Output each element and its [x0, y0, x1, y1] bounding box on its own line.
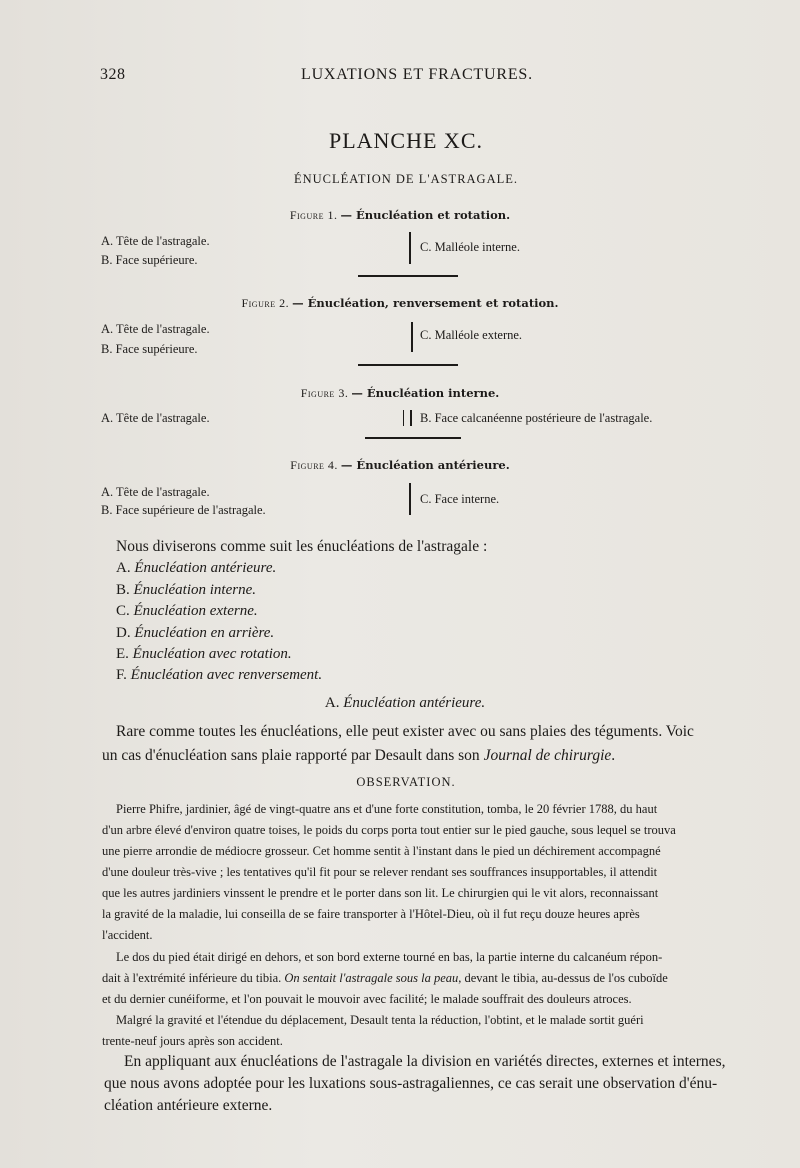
figure-1-heading	[0, 208, 800, 223]
page-header	[0, 66, 800, 90]
observation-line	[102, 971, 668, 986]
observation-heading: OBSERVATION.	[356, 775, 456, 789]
text-run: .	[611, 747, 616, 764]
separator-rule	[365, 437, 461, 439]
plate-title: PLANCHE XC.	[328, 128, 483, 153]
legend-divider	[409, 232, 411, 264]
paragraph-line: cléation antérieure externe.	[104, 1097, 273, 1114]
division-name: Énucléation externe.	[133, 603, 258, 619]
intro-sentence: Nous diviserons comme suit les énucléations de l'astragale :	[116, 538, 488, 555]
division-item	[116, 625, 274, 642]
observation-line: que les autres jardiniers vinssent le prendre et le porter dans son lit. Le chirurgien qui le vit alors, reconnaissant	[102, 886, 659, 900]
division-item	[116, 667, 322, 684]
italic-run: On sentait l'astragale sous la peau	[284, 971, 459, 985]
legend-divider	[410, 410, 412, 426]
observation-line: d'une douleur très-vive ; les tentatives qu'il fit pour se relever rendant ses souffrances insupportables, il attendit	[102, 865, 658, 879]
legend-item: B. Face supérieure.	[101, 342, 198, 356]
division-letter: C.	[116, 603, 130, 619]
plate-subtitle: ÉNUCLÉATION DE L'ASTRAGALE.	[293, 172, 519, 186]
text-run: dait à l'extrémité inférieure du tibia.	[102, 971, 285, 985]
observation-line: une pierre arrondie de médiocre grosseur. Cet homme sentit à l'instant dans le pied un déchirement accompagné	[102, 844, 661, 858]
division-item	[116, 646, 292, 663]
paragraph-line: En appliquant aux énucléations de l'astragale la division en variétés directes, externes et internes,	[124, 1053, 726, 1070]
legend-item: B. Face supérieure.	[101, 253, 198, 267]
figure-title: — Énucléation interne.	[351, 386, 500, 400]
division-item	[116, 560, 276, 577]
division-item	[116, 603, 258, 620]
division-name: Énucléation en arrière.	[134, 625, 275, 641]
division-letter: D.	[116, 625, 131, 641]
text-run: un cas d'énucléation sans plaie rapporté par Desault dans son	[102, 747, 484, 764]
observation-line: Malgré la gravité et l'étendue du déplacement, Desault tenta la réduction, l'obtint, et le malade sortit guéri	[116, 1013, 644, 1027]
journal-title: Journal de chirurgie	[483, 747, 612, 764]
legend-item: B. Face supérieure de l'astragale.	[101, 503, 266, 517]
text-run: , devant le tibia, au-dessus de l'os cuboïde	[458, 971, 668, 985]
division-letter: F.	[116, 667, 127, 683]
legend-item: C. Face interne.	[420, 492, 500, 506]
observation-line: l'accident.	[102, 928, 153, 942]
figure-number: Figure 3.	[300, 386, 349, 400]
legend-item: A. Tête de l'astragale.	[101, 322, 210, 336]
legend-divider	[411, 322, 413, 352]
running-title: LUXATIONS ET FRACTURES.	[301, 66, 533, 83]
division-name: Énucléation avec rotation.	[132, 646, 292, 662]
figure-3-heading	[0, 386, 800, 401]
division-name: Énucléation interne.	[133, 582, 256, 598]
division-letter: E.	[116, 646, 129, 662]
figure-title: — Énucléation et rotation.	[340, 208, 511, 222]
paragraph-line	[102, 747, 615, 765]
legend-item: A. Tête de l'astragale.	[101, 485, 210, 499]
legend-divider	[403, 410, 404, 426]
observation-line: Le dos du pied était dirigé en dehors, et son bord externe tourné en bas, la partie interne du calcanéum répon-	[116, 950, 663, 964]
figure-4-heading	[0, 458, 800, 473]
legend-item: B. Face calcanéenne postérieure de l'astragale.	[420, 411, 653, 425]
division-name: Énucléation avec renversement.	[130, 667, 323, 683]
paragraph-line: que nous avons adoptée pour les luxations sous-astragaliennes, ce cas serait une observation d'énu-	[104, 1075, 718, 1092]
figure-number: Figure 1.	[289, 208, 338, 222]
section-letter: A.	[324, 695, 340, 711]
legend-divider	[409, 483, 411, 515]
division-letter: A.	[116, 560, 131, 576]
figure-number: Figure 2.	[241, 296, 290, 310]
observation-line: la gravité de la maladie, lui conseilla de se faire transporter à l'Hôtel-Dieu, où il fut reçu douze heures après	[102, 907, 640, 921]
division-name: Énucléation antérieure.	[134, 560, 277, 576]
observation-line: d'un arbre élevé d'environ quatre toises, le poids du corps porta tout entier sur le pied gauche, sous lequel se trouva	[102, 823, 676, 837]
division-letter: B.	[116, 582, 130, 598]
legend-item: A. Tête de l'astragale.	[101, 234, 210, 248]
figure-title: — Énucléation antérieure.	[340, 458, 510, 472]
section-name: Énucléation antérieure.	[343, 695, 486, 711]
observation-line: Pierre Phifre, jardinier, âgé de vingt-quatre ans et d'une forte constitution, tomba, le 20 février 1788, du haut	[116, 802, 658, 816]
legend-item: A. Tête de l'astragale.	[101, 411, 210, 425]
figure-title: — Énucléation, renversement et rotation.	[292, 296, 559, 310]
observation-line: et du dernier cunéiforme, et l'on pouvait le mouvoir avec facilité; le malade souffrait des douleurs atroces.	[102, 992, 632, 1006]
separator-rule	[358, 364, 458, 366]
figure-number: Figure 4.	[290, 458, 338, 472]
page-number: 328	[100, 66, 126, 83]
figure-2-heading	[0, 296, 800, 311]
observation-line: trente-neuf jours après son accident.	[102, 1034, 283, 1048]
section-heading	[0, 695, 800, 712]
legend-item: C. Malléole interne.	[420, 240, 520, 254]
legend-item: C. Malléole externe.	[420, 328, 523, 342]
division-item	[116, 582, 256, 599]
paragraph-line: Rare comme toutes les énucléations, elle peut exister avec ou sans plaies des téguments. Voic	[116, 723, 694, 740]
separator-rule	[358, 275, 458, 277]
